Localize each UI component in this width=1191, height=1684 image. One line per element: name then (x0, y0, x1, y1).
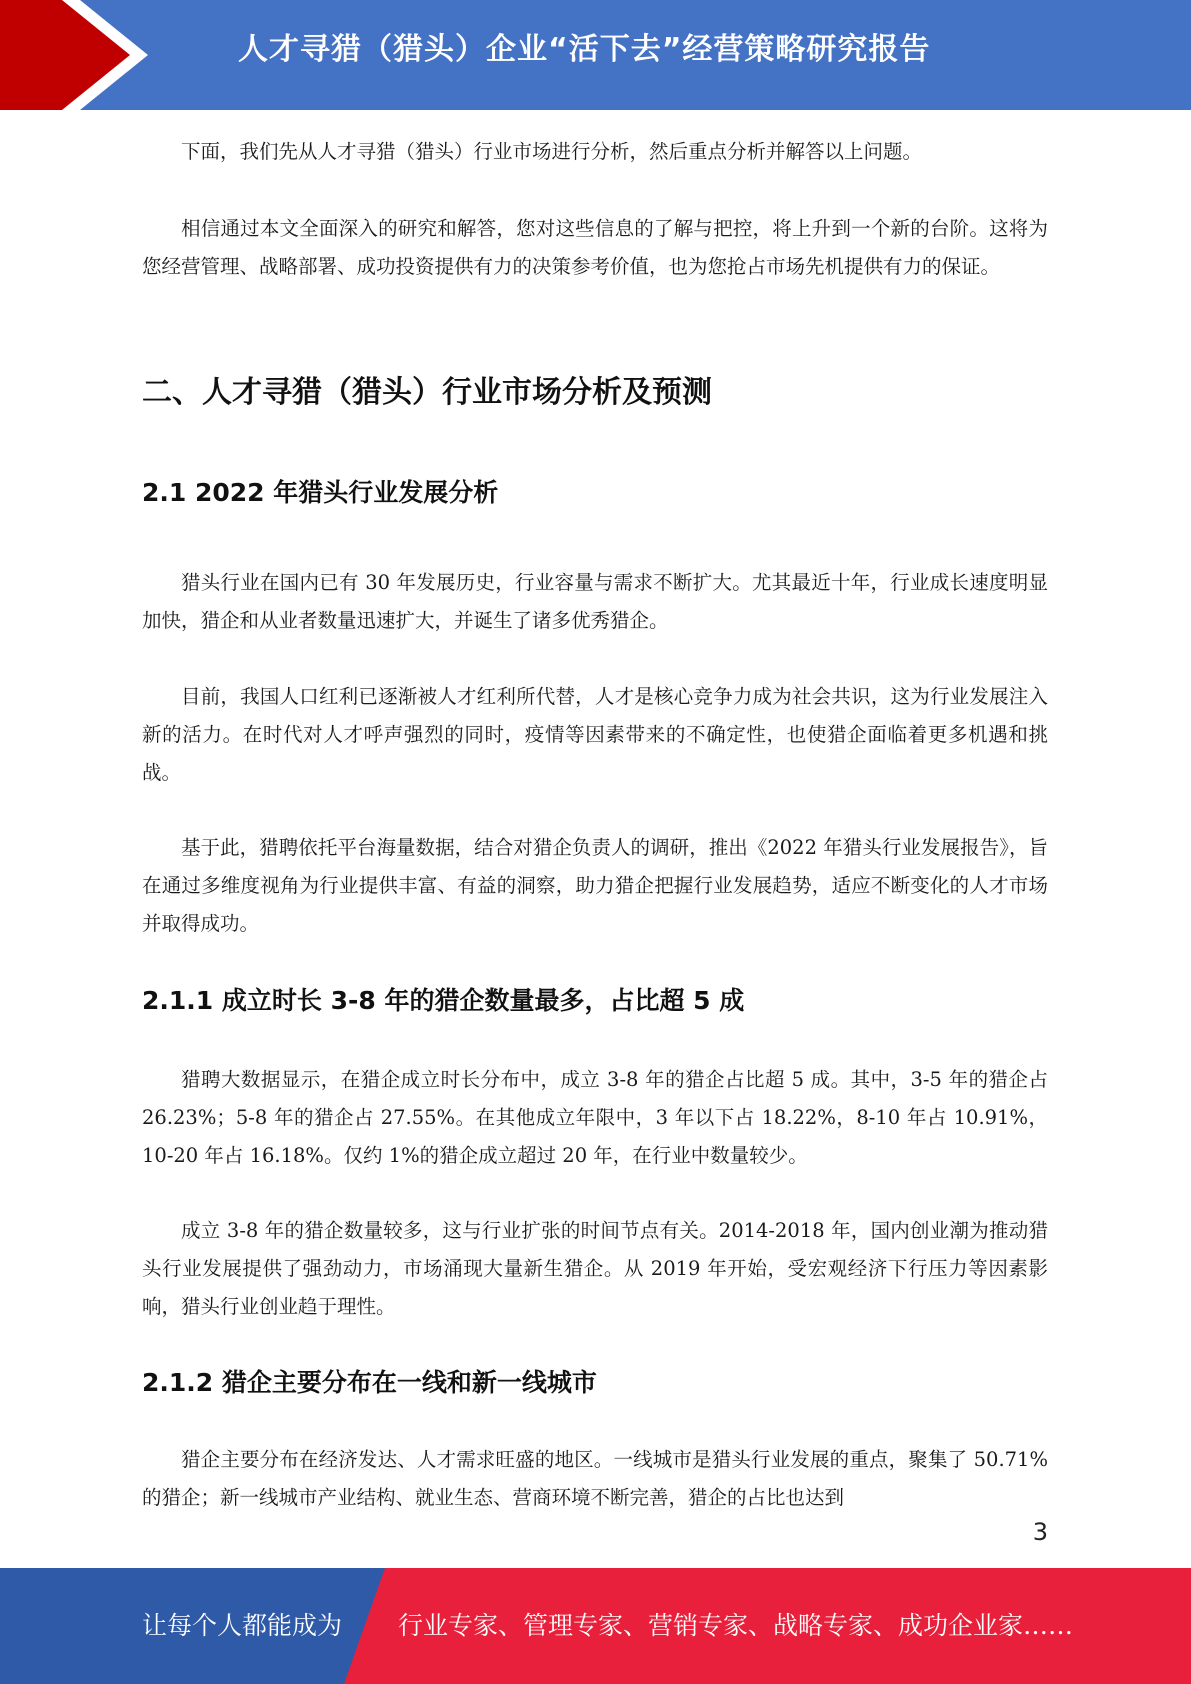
page-footer (0, 1568, 1191, 1684)
footer-slogan-right: 行业专家、管理专家、营销专家、战略专家、成功企业家…… (398, 1611, 1074, 1640)
paragraph-founding-duration: 猎聘大数据显示，在猎企成立时长分布中，成立 3-8 年的猎企占比超 5 成。其中，3-5 年的猎企占 26.23%；5-8 年的猎企占 27.55%。在其他成立年限中，3 年以下占 18.22%，8-10 年占 10.91%，10-20 年占 16.18%。仅约 1%的猎企成立超过 20 年，在行业中数量较少。 (142, 1068, 1048, 1167)
header-red-arrow (0, 0, 148, 110)
paragraph-intro: 下面，我们先从人才寻猎（猎头）行业市场进行分析，然后重点分析并解答以上问题。 (181, 140, 923, 163)
paragraph-benefit: 相信通过本文全面深入的研究和解答，您对这些信息的了解与把控，将上升到一个新的台阶。这将为您经营管理、战略部署、成功投资提供有力的决策参考价值，也为您抢占市场先机提供有力的保证。 (142, 217, 1048, 278)
subsection-heading-2-1-2: 2.1.2 猎企主要分布在一线和新一线城市 (142, 1368, 597, 1397)
page-number: 3 (1032, 1518, 1048, 1546)
paragraph-talent-dividend: 目前，我国人口红利已逐渐被人才红利所代替，人才是核心竞争力成为社会共识，这为行业发展注入新的活力。在时代对人才呼声强烈的同时，疫情等因素带来的不确定性，也使猎企面临着更多机遇和挑战。 (142, 685, 1048, 784)
paragraph-report-basis: 基于此，猎聘依托平台海量数据，结合对猎企负责人的调研，推出《2022 年猎头行业发展报告》，旨在通过多维度视角为行业提供丰富、有益的洞察，助力猎企把握行业发展趋势，适应不断变化的人才市场并取得成功。 (142, 836, 1048, 935)
paragraph-expansion-timing: 成立 3-8 年的猎企数量较多，这与行业扩张的时间节点有关。2014-2018 年，国内创业潮为推动猎头行业发展提供了强劲动力，市场涌现大量新生猎企。从 2019 年开始，受宏观经济下行压力等因素影响，猎头行业创业趋于理性。 (142, 1219, 1048, 1318)
subsection-heading-2-1: 2.1 2022 年猎头行业发展分析 (142, 478, 499, 507)
section-heading-2: 二、人才寻猎（猎头）行业市场分析及预测 (142, 375, 712, 410)
footer-slogan-left: 让每个人都能成为 (142, 1611, 343, 1640)
header-title: 人才寻猎（猎头）企业“活下去”经营策略研究报告 (238, 32, 931, 67)
subsection-heading-2-1-1: 2.1.1 成立时长 3-8 年的猎企数量最多，占比超 5 成 (142, 986, 745, 1015)
paragraph-industry-history: 猎头行业在国内已有 30 年发展历史，行业容量与需求不断扩大。尤其最近十年，行业成长速度明显加快，猎企和从业者数量迅速扩大，并诞生了诸多优秀猎企。 (142, 571, 1048, 632)
paragraph-city-distribution: 猎企主要分布在经济发达、人才需求旺盛的地区。一线城市是猎头行业发展的重点，聚集了 50.71%的猎企；新一线城市产业结构、就业生态、营商环境不断完善，猎企的占比也达到 (142, 1448, 1048, 1509)
page-header (0, 0, 1191, 110)
